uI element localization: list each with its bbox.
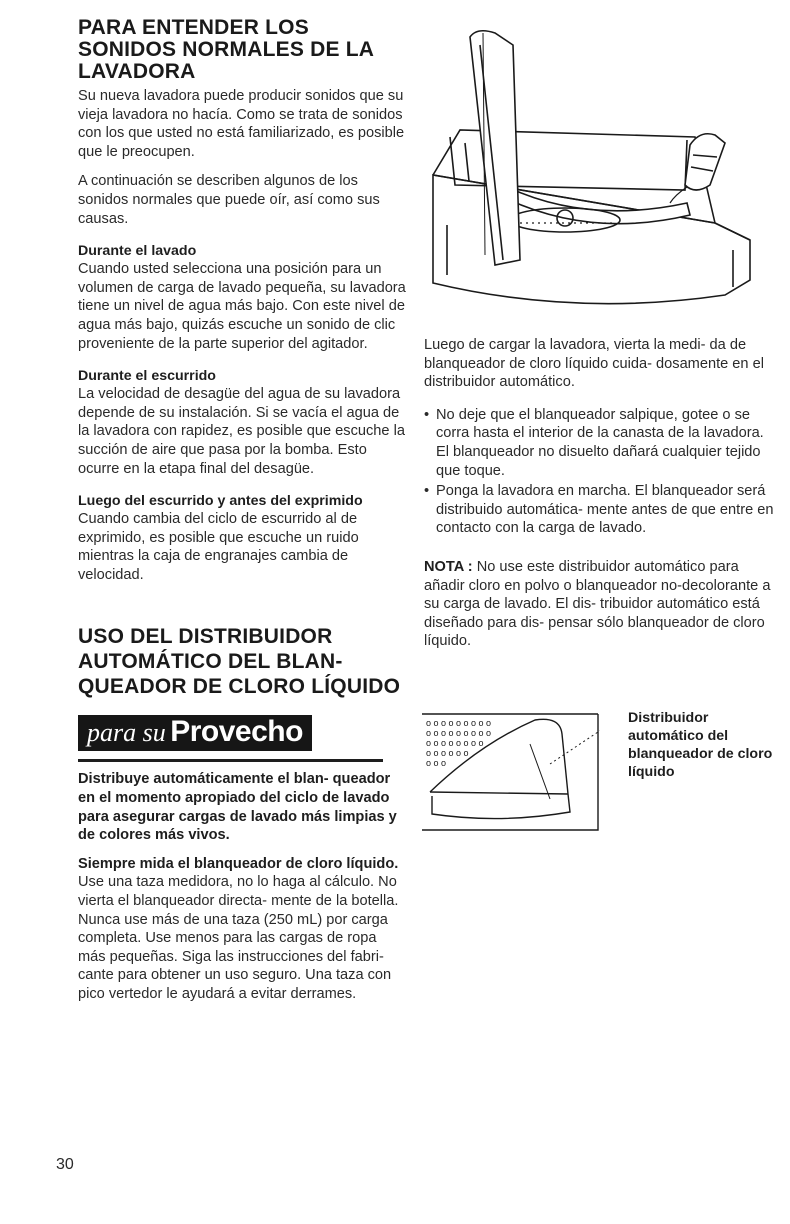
bullet-item: • Ponga la lavadora en marcha. El blanqueador será distribuido automática- mente antes de que entre en contacto con la carga de lavado. [424,482,774,538]
svg-text:o o o: o o o [426,758,447,768]
note-label: NOTA : [424,558,473,575]
pour-caption: Luego de cargar la lavadora, vierta la medi- da de blanqueador de cloro líquido cuida- dosamente en el distribuidor automático. [424,337,764,391]
section-title-dispenser: USO DEL DISTRIBUIDOR AUTOMÁTICO DEL BLAN- QUEADOR DE CLORO LÍQUIDO [78,625,401,699]
dispenser-lead: Distribuye automáticamente el blan- queador en el momento apropiado del ciclo de lavado para asegurar cargas de lavado más limpias y de colores más vivos. [78,771,397,844]
page-number: 30 [56,1156,74,1173]
svg-text:o o o o o o o o o: o o o o o o o o o [426,718,492,728]
measure-paragraph [78,855,408,1004]
svg-text:o o o o o o o o o: o o o o o o o o o [426,728,492,738]
left-column [78,17,408,1014]
subheading-during-wash: Durante el lavado [78,243,197,260]
bullet-item: • No deje que el blanqueador salpique, gotee o se corra hasta el interior de la canasta de la lavadora. El blanqueador no disuelto dañará cualquier tejido que toque. [424,406,774,480]
banner-big-text: Provecho [170,715,303,749]
subheading-after-drain: Luego del escurrido y antes del exprimido [78,493,363,510]
svg-text:o o o o o o o o: o o o o o o o o [426,738,484,748]
note-paragraph [424,558,774,651]
during-drain-text: La velocidad de desagüe del agua de su lavadora depende de su instalación. Si se vacía el agua de la lavadora con rapidez, es posible que escuche la succión de aire que pasa por la bomba. Esto ocurre en la etapa final del desagüe. [78,386,405,477]
section-title-sounds: PARA ENTENDER LOS SONIDOS NORMALES DE LA LAVADORA [78,16,374,83]
dispenser-callout: Distribuidor automático del blanqueador de cloro líquido [628,710,773,780]
right-column [424,336,774,661]
sounds-intro-2: A continuación se describen algunos de los sonidos normales que puede oír, así como sus causas. [78,173,380,227]
svg-text:o o o o o o: o o o o o o [426,748,469,758]
after-drain-text: Cuando cambia del ciclo de escurrido al de exprimido, es posible que escuche un ruido mientras la caja de engranajes cambia de velocidad. [78,511,359,583]
banner-underline [78,759,383,762]
sounds-intro-1: Su nueva lavadora puede producir sonidos que su vieja lavadora no hacía. Como se trata de sonidos con los que usted no está familiarizado, es posible que le preocupen. [78,88,405,160]
dispenser-illustration [420,704,600,832]
measure-bold: Siempre mida el blanqueador de cloro líquido. [78,855,399,872]
measure-text: Use una taza medidora, no lo haga al cálculo. No vierta el blanqueador directa- mente de la botella. Nunca use más de una taza (250 mL) por carga completa. Use menos para las cargas de ropa más pequeñas. Siga las instrucciones del fabri- cante para obtener un uso seguro. Una taza con pico vertedor le ayudará a evitar derrames. [78,874,399,1002]
washer-bleach-illustration [425,25,755,330]
subheading-during-drain: Durante el escurrido [78,368,216,385]
note-text: No use este distribuidor automático para añadir cloro en polvo o blanqueador no-decolorante a su carga de lavado. El dis- tribuidor automático está diseñado para dis- pensar sólo blanqueador de cloro líquido. [424,558,771,650]
during-wash-text: Cuando usted selecciona una posición para un volumen de carga de lavado pequeña, su lavadora tiene un nivel de agua más bajo. Con este nivel de agua más bajo, quizás escuche un sonido de clic proveniente de la parte superior del agitador. [78,261,406,352]
banner-small-text: para su [87,718,166,748]
bleach-bullets [424,406,774,538]
para-su-provecho-banner [78,715,312,751]
